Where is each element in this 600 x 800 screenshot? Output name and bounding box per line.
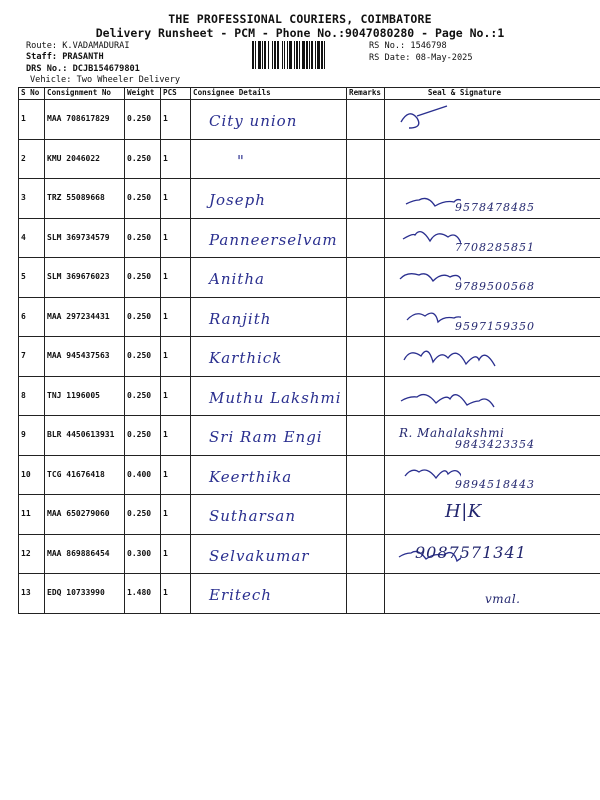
barcode-bar (325, 41, 327, 69)
sno-cell: 3 (19, 179, 45, 219)
signature-stroke (400, 274, 461, 285)
consignee-handwriting: " (237, 151, 245, 170)
consignee-handwriting: Panneerselvam (209, 230, 338, 249)
remarks-cell (347, 534, 385, 574)
staff-line (26, 52, 104, 62)
col-header-weight: Weight (125, 88, 161, 100)
table-row (19, 416, 600, 456)
pcs-cell: 1 (161, 218, 191, 258)
sno-cell: 12 (19, 534, 45, 574)
remarks-cell (347, 574, 385, 614)
table-row (19, 100, 600, 140)
consignee-cell (191, 376, 347, 416)
signature-cell (385, 258, 600, 298)
remarks-cell (347, 297, 385, 337)
consignee-cell (191, 574, 347, 614)
pcs-cell: 1 (161, 297, 191, 337)
col-header-sno: S No (19, 88, 45, 100)
consignee-cell (191, 337, 347, 377)
consignee-handwriting: Anitha (209, 270, 265, 288)
consignee-cell (191, 534, 347, 574)
signature-text: R. Mahalakshmi (399, 426, 505, 440)
table-row (19, 218, 600, 258)
consignee-handwriting: Muthu Lakshmi (209, 388, 342, 407)
weight-cell: 0.250 (125, 218, 161, 258)
consignee-cell (191, 100, 347, 140)
signature-cell (385, 416, 600, 456)
signature-text: H|K (445, 501, 482, 522)
signature-phone: 9843423354 (455, 438, 535, 451)
signature-cell (385, 455, 600, 495)
consignment-cell: TRZ 55089668 (45, 179, 125, 219)
signature-scribble (391, 458, 461, 492)
rs-date-label: RS Date: (369, 53, 411, 63)
sno-cell: 10 (19, 455, 45, 495)
signature-scribble (391, 102, 541, 136)
vehicle-value: Two Wheeler Delivery (76, 75, 181, 85)
sno-cell: 13 (19, 574, 45, 614)
signature-scribble (391, 260, 461, 294)
weight-cell: 1.480 (125, 574, 161, 614)
table-row (19, 258, 600, 298)
rs-date-value: 08-May-2025 (415, 53, 473, 63)
sno-cell: 4 (19, 218, 45, 258)
weight-cell: 0.250 (125, 139, 161, 179)
rs-no-line (369, 41, 447, 51)
consignee-cell (191, 495, 347, 535)
col-header-consignee: Consignee Details (191, 88, 347, 100)
remarks-cell (347, 179, 385, 219)
table-row (19, 455, 600, 495)
consignee-cell (191, 258, 347, 298)
staff-value: PRASANTH (62, 52, 104, 62)
weight-cell: 0.300 (125, 534, 161, 574)
weight-cell: 0.250 (125, 495, 161, 535)
signature-cell (385, 495, 600, 535)
signature-stroke (401, 394, 494, 406)
consignment-cell: MAA 650279060 (45, 495, 125, 535)
signature-cell (385, 139, 600, 179)
runsheet-table (18, 87, 600, 614)
consignee-handwriting: Selvakumar (209, 546, 310, 565)
pcs-cell: 1 (161, 534, 191, 574)
col-header-consignment: Consignment No (45, 88, 125, 100)
weight-cell: 0.250 (125, 416, 161, 456)
signature-phone: 9087571341 (415, 542, 527, 562)
drs-label: DRS No.: (26, 64, 68, 74)
pcs-cell: 1 (161, 455, 191, 495)
remarks-cell (347, 139, 385, 179)
pcs-cell: 1 (161, 337, 191, 377)
signature-phone: 7708285851 (455, 240, 535, 254)
vehicle-line (30, 75, 180, 85)
table-row (19, 337, 600, 377)
consignment-cell: MAA 708617829 (45, 100, 125, 140)
remarks-cell (347, 376, 385, 416)
rs-date-line (369, 53, 473, 63)
signature-cell (385, 376, 600, 416)
pcs-cell: 1 (161, 179, 191, 219)
signature-scribble (391, 339, 541, 373)
consignment-cell: MAA 297234431 (45, 297, 125, 337)
sno-cell: 1 (19, 100, 45, 140)
drs-value: DCJB154679801 (72, 64, 140, 74)
remarks-cell (347, 258, 385, 298)
consignment-cell: SLM 369676023 (45, 258, 125, 298)
sno-cell: 5 (19, 258, 45, 298)
signature-stroke (407, 313, 461, 326)
table-row (19, 179, 600, 219)
consignee-cell (191, 218, 347, 258)
pcs-cell: 1 (161, 139, 191, 179)
vehicle-label: Vehicle: (30, 75, 72, 85)
sno-cell: 2 (19, 139, 45, 179)
sno-cell: 8 (19, 376, 45, 416)
weight-cell: 0.250 (125, 179, 161, 219)
consignee-cell (191, 139, 347, 179)
table-row (19, 495, 600, 535)
col-header-remarks: Remarks (347, 88, 385, 100)
route-value: K.VADAMADURAI (62, 41, 130, 51)
consignee-handwriting: Sutharsan (209, 507, 297, 525)
consignee-cell (191, 297, 347, 337)
weight-cell: 0.250 (125, 258, 161, 298)
remarks-cell (347, 100, 385, 140)
consignment-cell: TNJ 1196005 (45, 376, 125, 416)
sno-cell: 11 (19, 495, 45, 535)
consignee-cell (191, 455, 347, 495)
signature-stroke (405, 470, 461, 482)
col-header-signature: Seal & Signature (385, 88, 600, 100)
consignment-cell: SLM 369734579 (45, 218, 125, 258)
table-row (19, 376, 600, 416)
rs-no-label: RS No.: (369, 41, 406, 51)
staff-label: Staff: (26, 52, 58, 62)
signature-phone: 9578478485 (455, 201, 535, 214)
table-row (19, 139, 600, 179)
signature-cell (385, 297, 600, 337)
consignee-handwriting: Ranjith (209, 309, 272, 328)
signature-stroke (403, 231, 461, 244)
runsheet-subtitle: Delivery Runsheet - PCM - Phone No.:9047080280 - Page No.:1 (95, 26, 505, 40)
consignee-cell (191, 416, 347, 456)
signature-cell (385, 218, 600, 258)
signature-cell (385, 574, 600, 614)
table-header-row (19, 88, 600, 100)
signature-cell (385, 534, 600, 574)
consignee-handwriting: Eritech (209, 586, 272, 604)
signature-stroke (391, 106, 447, 136)
consignee-handwriting: Karthick (209, 349, 283, 367)
consignee-handwriting: Sri Ram Engi (209, 428, 323, 446)
signature-cell (385, 179, 600, 219)
pcs-cell: 1 (161, 574, 191, 614)
consignment-cell: TCG 41676418 (45, 455, 125, 495)
remarks-cell (347, 218, 385, 258)
company-title: THE PROFESSIONAL COURIERS, COIMBATORE (168, 12, 432, 26)
pcs-cell: 1 (161, 100, 191, 140)
col-header-pcs: PCS (161, 88, 191, 100)
pcs-cell: 1 (161, 416, 191, 456)
signature-scribble (391, 379, 541, 413)
pcs-cell: 1 (161, 376, 191, 416)
signature-scribble (391, 181, 461, 215)
signature-cell (385, 100, 600, 140)
drs-line (26, 64, 140, 74)
signature-cell (385, 337, 600, 377)
consignment-cell: BLR 4450613931 (45, 416, 125, 456)
remarks-cell (347, 455, 385, 495)
pcs-cell: 1 (161, 258, 191, 298)
signature-stroke (404, 351, 495, 366)
table-row (19, 574, 600, 614)
signature-phone: 9597159350 (455, 319, 535, 333)
consignment-cell: MAA 869886454 (45, 534, 125, 574)
route-label: Route: (26, 41, 58, 51)
signature-scribble (391, 300, 461, 334)
remarks-cell (347, 416, 385, 456)
sno-cell: 7 (19, 337, 45, 377)
consignee-cell (191, 179, 347, 219)
consignee-handwriting: Keerthika (209, 467, 293, 486)
table-row (19, 297, 600, 337)
remarks-cell (347, 495, 385, 535)
signature-scribble (391, 221, 461, 255)
weight-cell: 0.400 (125, 455, 161, 495)
pcs-cell: 1 (161, 495, 191, 535)
consignment-cell: KMU 2046022 (45, 139, 125, 179)
consignee-handwriting: Joseph (209, 191, 266, 209)
route-line (26, 41, 130, 51)
signature-phone: 9894518443 (455, 477, 535, 491)
sno-cell: 9 (19, 416, 45, 456)
weight-cell: 0.250 (125, 376, 161, 416)
weight-cell: 0.250 (125, 337, 161, 377)
rs-no-value: 1546798 (410, 41, 447, 51)
table-row (19, 534, 600, 574)
weight-cell: 0.250 (125, 297, 161, 337)
consignment-cell: EDQ 10733990 (45, 574, 125, 614)
consignee-handwriting: City union (209, 112, 298, 130)
signature-text: vmal. (485, 592, 521, 606)
remarks-cell (347, 337, 385, 377)
signature-phone: 9789500568 (455, 280, 535, 293)
sno-cell: 6 (19, 297, 45, 337)
signature-stroke (406, 198, 461, 210)
weight-cell: 0.250 (125, 100, 161, 140)
drs-barcode (252, 41, 360, 69)
consignment-cell: MAA 945437563 (45, 337, 125, 377)
